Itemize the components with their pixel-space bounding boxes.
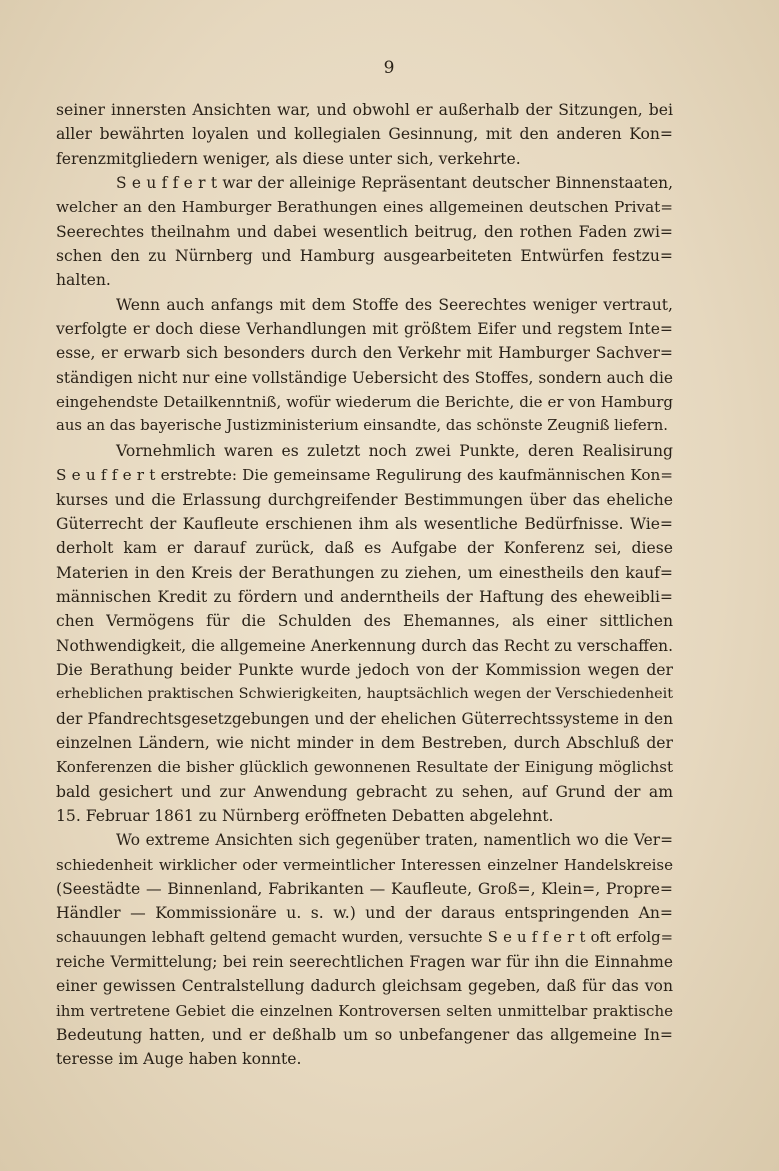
text-line: Bedeutung hatten, und er deßhalb um so unbefangener das allgemeine In= <box>56 1026 673 1045</box>
text-line: schiedenheit wirklicher oder vermeintlicher Interessen einzelner Handelskreise <box>56 855 673 874</box>
text-line: ferenzmitgliedern weniger, als diese unter sich, verkehrte. <box>56 149 521 168</box>
text-line: halten. <box>56 271 111 290</box>
text-line: Vornehmlich waren es zuletzt noch zwei Punkte, deren Realisirung <box>116 441 673 460</box>
text-line: S e u f f e r t war der alleinige Repräsentant deutscher Binnenstaaten, <box>116 174 673 193</box>
text-line: erheblichen praktischen Schwierigkeiten, hauptsächlich wegen der Verschiedenheit <box>56 686 673 703</box>
text-line: Nothwendigkeit, die allgemeine Anerkennung durch das Recht zu verschaffen. <box>56 636 673 655</box>
text-line: Wo extreme Ansichten sich gegenüber traten, namentlich wo die Ver= <box>116 831 673 850</box>
text-line: welcher an den Hamburger Berathungen eines allgemeinen deutschen Privat= <box>56 198 673 217</box>
text-line: kurses und die Erlassung durchgreifender Bestimmungen über das eheliche <box>56 490 673 509</box>
text-line: eingehendste Detailkenntniß, wofür wiederum die Berichte, die er von Hamburg <box>56 393 673 412</box>
text-line: Händler — Kommissionäre u. s. w.) und der daraus entspringenden An= <box>56 904 673 923</box>
text-line: reiche Vermittelung; bei rein seerechtlichen Fragen war für ihn die Einnahme <box>56 953 673 972</box>
text-line: (Seestädte — Binnenland, Fabrikanten — Kaufleute, Groß=, Klein=, Propre= <box>56 880 673 898</box>
text-line: Die Berathung beider Punkte wurde jedoch von der Kommission wegen der <box>56 660 673 679</box>
text-line: ständigen nicht nur eine vollständige Uebersicht des Stoffes, sondern auch die <box>56 368 673 387</box>
text-line: verfolgte er doch diese Verhandlungen mit größtem Eifer und regstem Inte= <box>56 320 673 339</box>
text-line: seiner innersten Ansichten war, und obwohl er außerhalb der Sitzungen, bei <box>56 101 673 119</box>
text-line: S e u f f e r t erstrebte: Die gemeinsame Regulirung des kaufmännischen Kon= <box>56 466 673 485</box>
text-line: aller bewährten loyalen und kollegialen Gesinnung, mit den anderen Kon= <box>56 125 673 144</box>
text-line: Wenn auch anfangs mit dem Stoffe des Seerechtes weniger vertraut, <box>116 295 673 314</box>
text-line: Materien in den Kreis der Berathungen zu ziehen, um einestheils den kauf= <box>56 563 673 582</box>
text-line: 15. Februar 1861 zu Nürnberg eröffneten Debatten abgelehnt. <box>56 806 554 825</box>
text-line: esse, er erwarb sich besonders durch den Verkehr mit Hamburger Sachver= <box>56 344 673 363</box>
text-line: schen den zu Nürnberg und Hamburg ausgearbeiteten Entwürfen festzu= <box>56 247 673 266</box>
text-line: schauungen lebhaft geltend gemacht wurden, versuchte S e u f f e r t oft erfolg= <box>56 928 673 946</box>
text-line: ihm vertretene Gebiet die einzelnen Kontroversen selten unmittelbar praktische <box>56 1001 673 1020</box>
text-line: chen Vermögens für die Schulden des Ehemannes, als einer sittlichen <box>56 612 673 631</box>
body-text <box>56 98 673 1072</box>
text-line: bald gesichert und zur Anwendung gebracht zu sehen, auf Grund der am <box>56 782 673 801</box>
text-line: einer gewissen Centralstellung dadurch gleichsam gegeben, daß für das von <box>56 977 673 996</box>
page-number: 9 <box>383 58 396 78</box>
text-line: Seerechtes theilnahm und dabei wesentlich beitrug, den rothen Faden zwi= <box>56 222 673 241</box>
text-line: Güterrecht der Kaufleute erschienen ihm als wesentliche Bedürfnisse. Wie= <box>56 514 673 533</box>
text-line: aus an das bayerische Justizministerium einsandte, das schönste Zeugniß liefern. <box>56 417 668 435</box>
text-line: einzelnen Ländern, wie nicht minder in dem Bestreben, durch Abschluß der <box>56 733 673 752</box>
text-line: der Pfandrechtsgesetzgebungen und der ehelichen Güterrechtssysteme in den <box>56 709 673 728</box>
text-line: männischen Kredit zu fördern und anderntheils der Haftung des eheweibli= <box>56 587 673 606</box>
text-line: teresse im Auge haben konnte. <box>56 1050 302 1069</box>
text-line: derholt kam er darauf zurück, daß es Aufgabe der Konferenz sei, diese <box>56 539 673 558</box>
text-line: Konferenzen die bisher glücklich gewonnenen Resultate der Einigung möglichst <box>56 758 673 777</box>
